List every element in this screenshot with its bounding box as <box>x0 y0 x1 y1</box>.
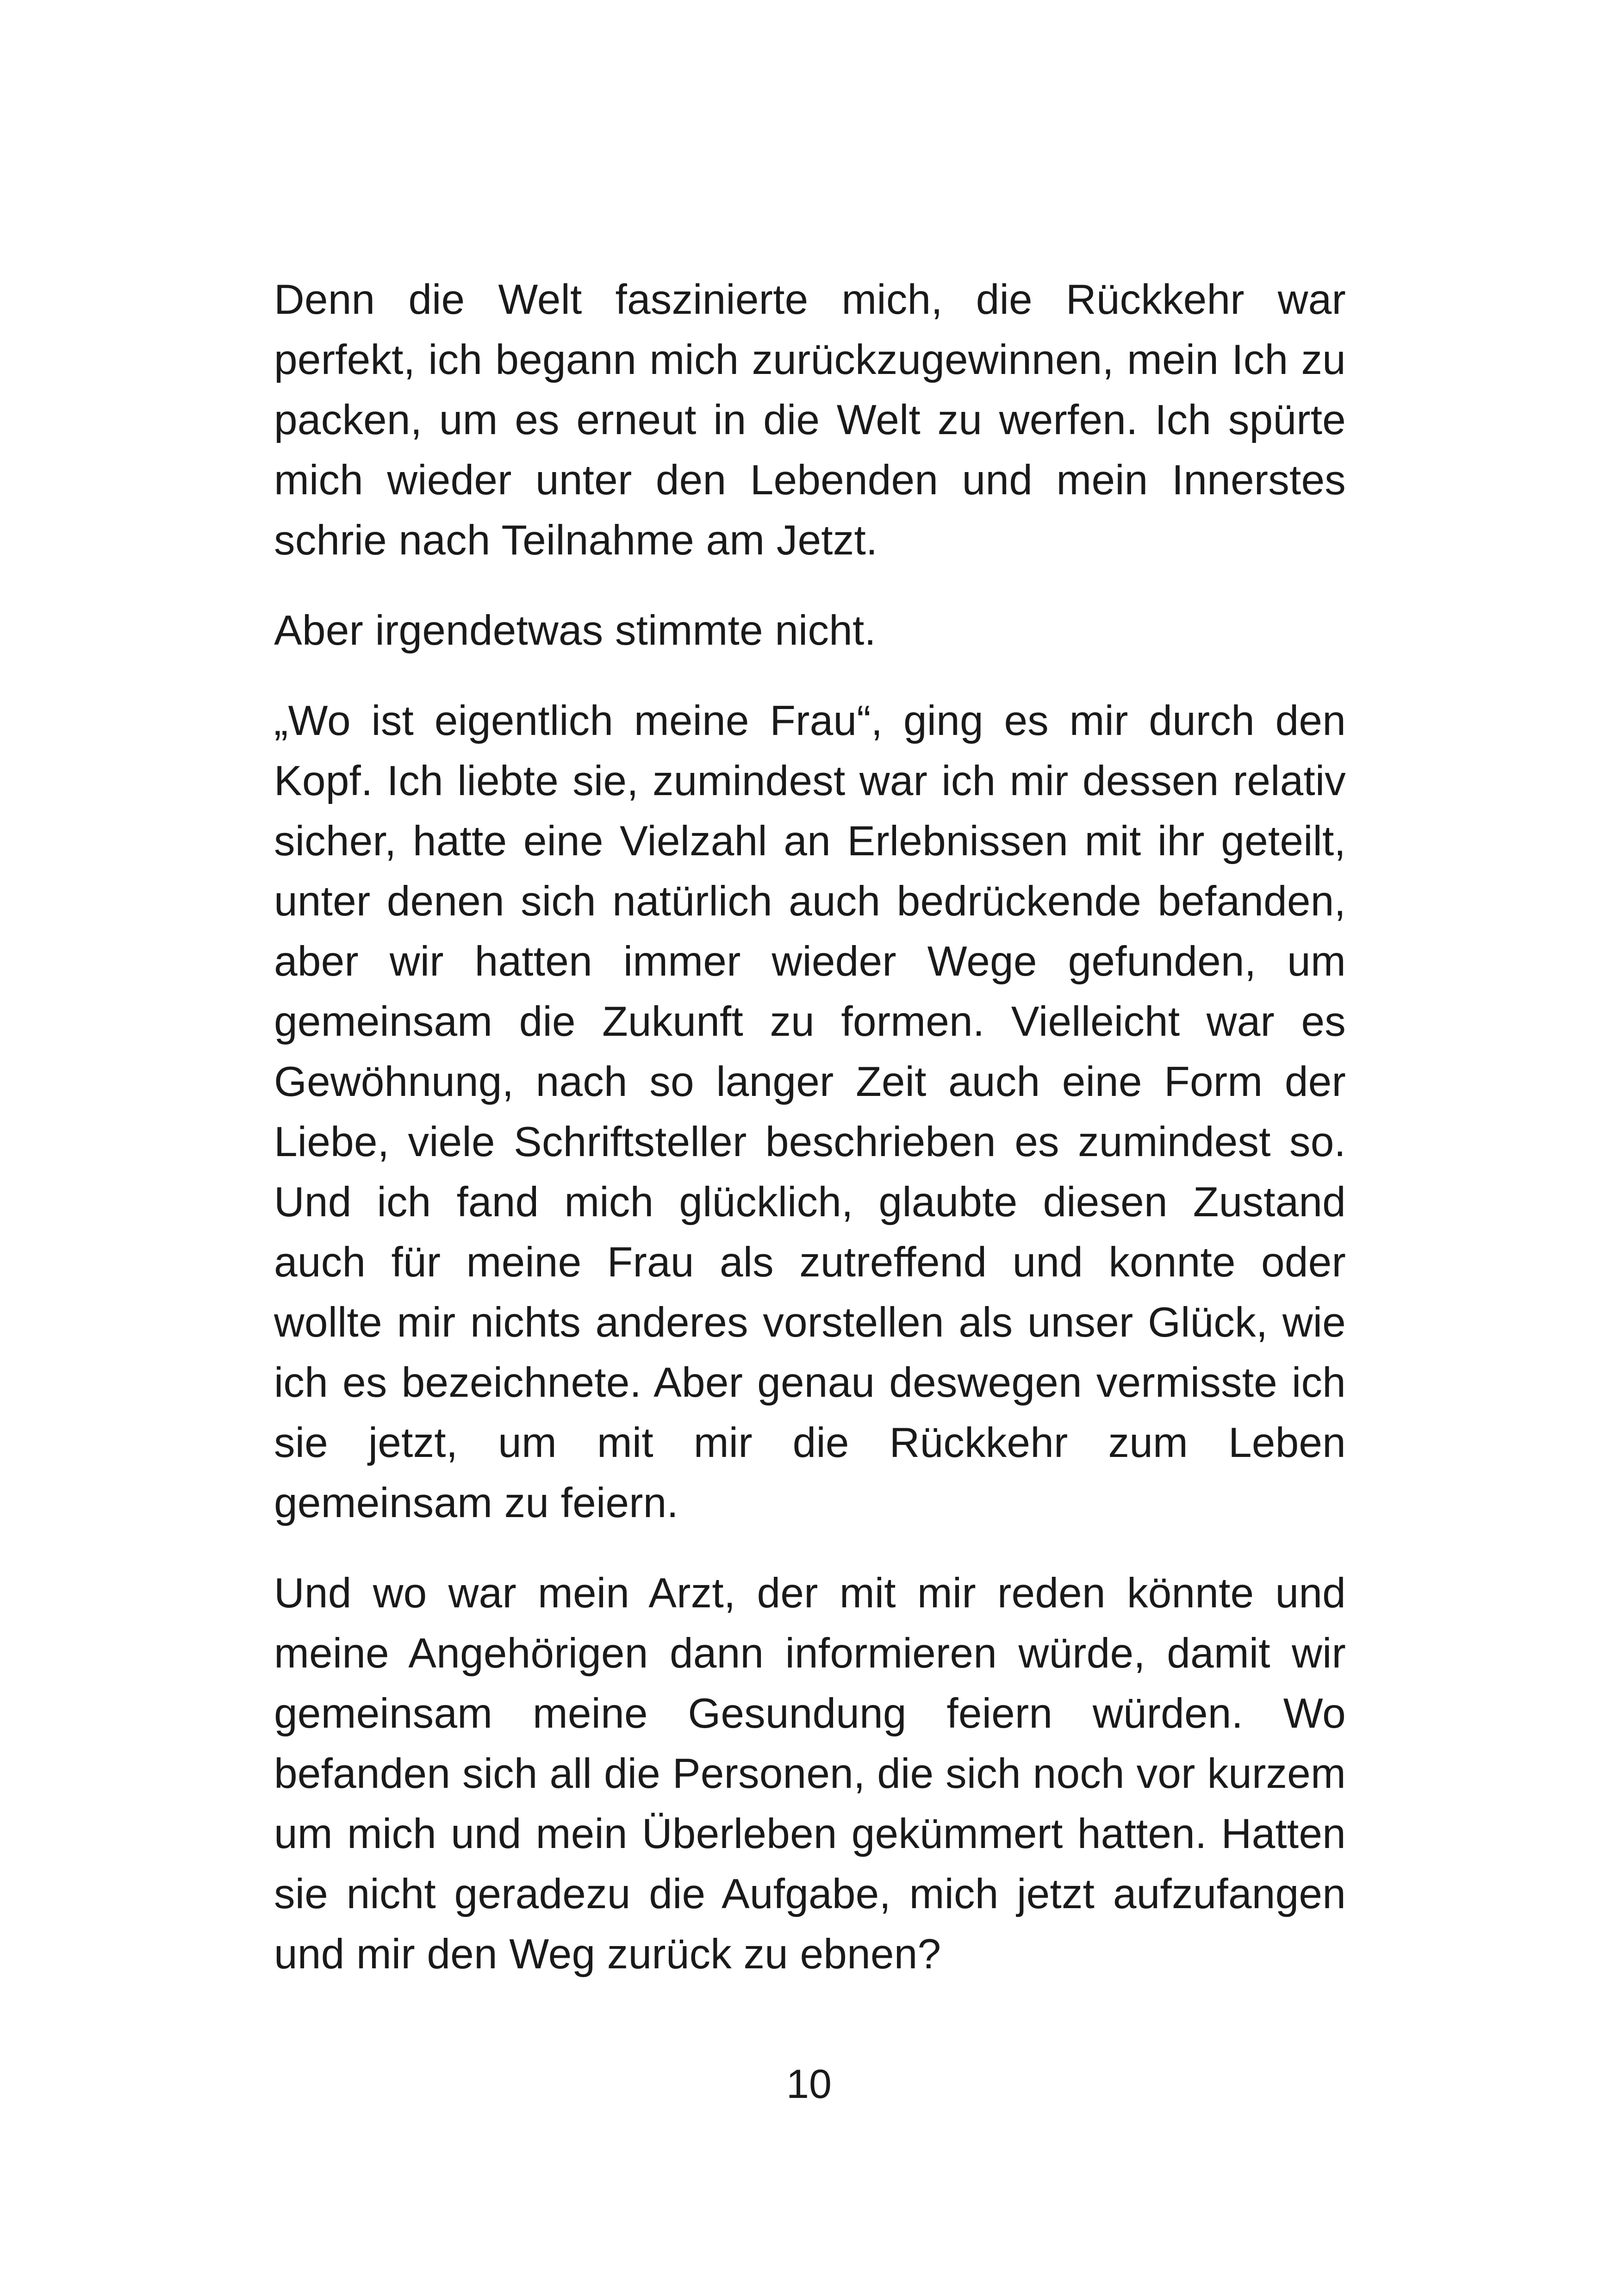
paragraph-4: Und wo war mein Arzt, der mit mir reden könnte und meine Angehörigen dann informieren würde, damit wir gemeinsam meine Gesundung feiern würden. Wo befanden sich all die Personen, die sich noch vor kurzem um mich und mein Überleben gekümmert hatten. Hatten sie nicht geradezu die Aufgabe, mich jetzt aufzufangen und mir den Weg zurück zu ebnen? <box>274 1570 1346 1978</box>
paragraph-1: Denn die Welt faszinierte mich, die Rückkehr war perfekt, ich begann mich zurückzugewinnen, mein Ich zu packen, um es erneut in die Welt zu werfen. Ich spürte mich wieder unter den Lebenden und mein Innerstes schrie nach Teilnahme am Jetzt. <box>274 276 1346 564</box>
body-text <box>274 270 1346 2015</box>
paragraph-2: Aber irgendetwas stimmte nicht. <box>274 607 876 654</box>
paragraph-3: „Wo ist eigentlich meine Frau“, ging es mir durch den Kopf. Ich liebte sie, zumindest war ich mir dessen relativ sicher, hatte eine Vielzahl an Erlebnissen mit ihr geteilt, unter denen sich natürlich auch bedrückende befanden, aber wir hatten immer wieder Wege gefunden, um gemeinsam die Zukunft zu formen. Vielleicht war es Gewöhnung, nach so langer Zeit auch eine Form der Liebe, viele Schriftsteller beschrieben es zumindest so. Und ich fand mich glücklich, glaubte diesen Zustand auch für meine Frau als zutreffend und konnte oder wollte mir nichts anderes vorstellen als unser Glück, wie ich es bezeichnete. Aber genau deswegen vermisste ich sie jetzt, um mit mir die Rückkehr zum Leben gemeinsam zu feiern. <box>274 697 1346 1526</box>
page-number: 10 <box>786 2061 832 2107</box>
